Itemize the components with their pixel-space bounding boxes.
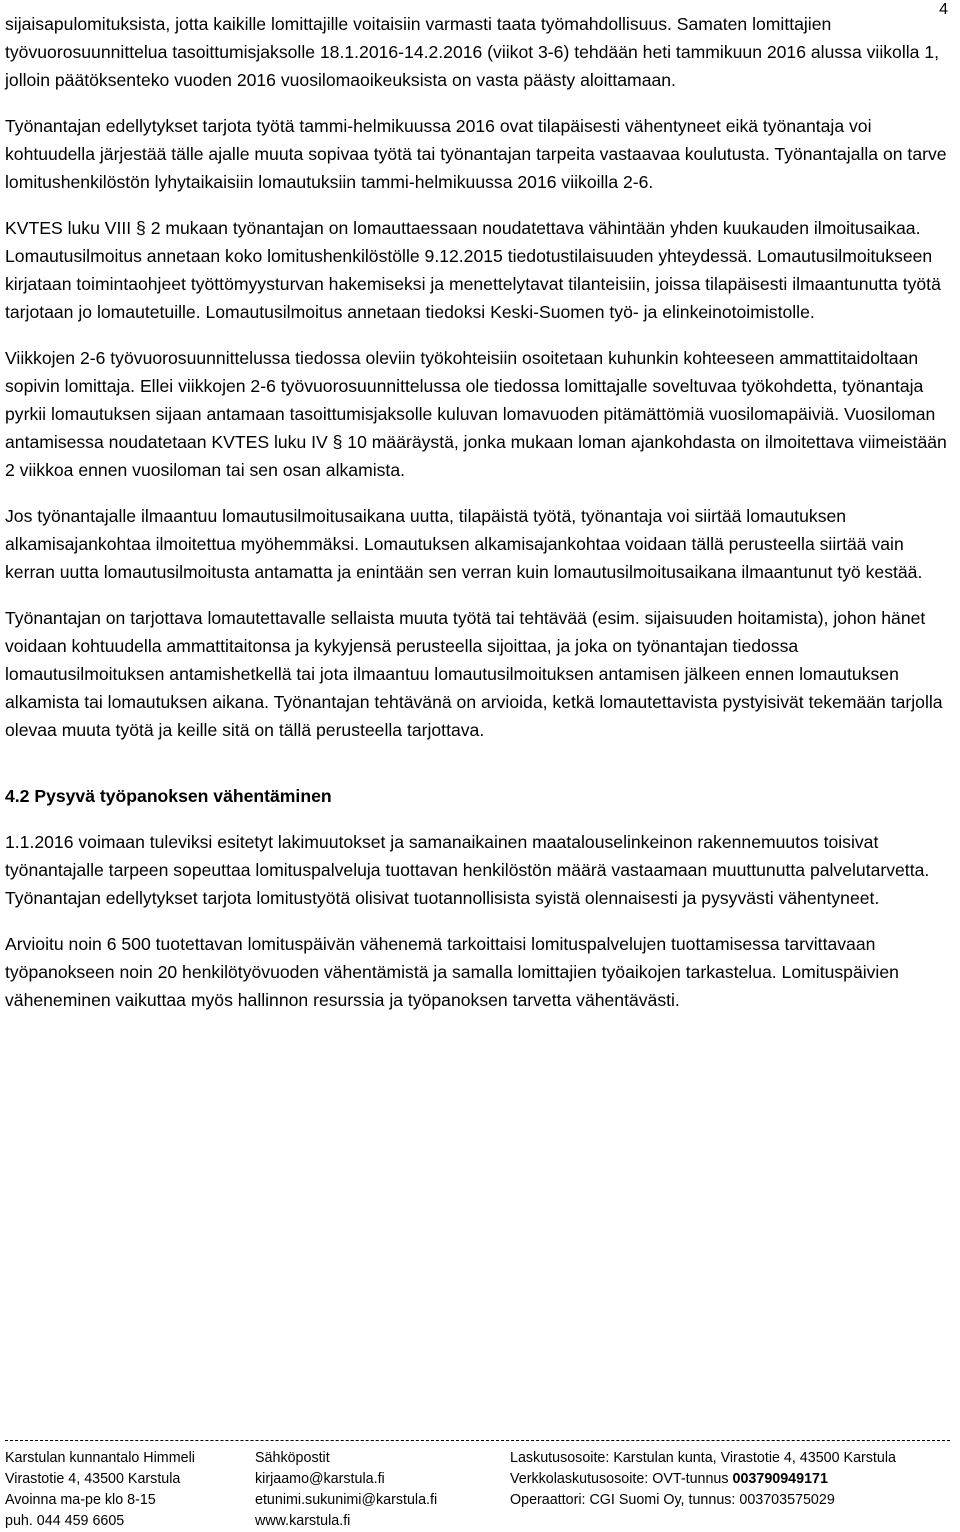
footer-billing-column xyxy=(510,1448,896,1511)
section-heading: 4.2 Pysyvä työpanoksen vähentäminen xyxy=(5,786,332,806)
page-number: 4 xyxy=(939,1,948,18)
footer-email-link[interactable]: etunimi.sukunimi@karstula.fi xyxy=(255,1492,438,1508)
paragraph: Työnantajan edellytykset tarjota työtä tammi-helmikuussa 2016 ovat tilapäisesti vähentyneet eikä työnantaja voi kohtuudella järjestää tälle ajalle muuta sopivaa työtä tai työnantajan tarpeita vastaavaa koulutusta. Työnantajalla on tarve lomitushenkilöstön lyhytaikaisiin lomautuksiin tammi-helmikuussa 2016 viikoilla 2-6. xyxy=(5,116,947,192)
paragraph: sijaisapulomituksista, jotta kaikille lomittajille voitaisiin varmasti taata työmahdollisuus. Samaten lomittajien työvuorosuunnittelua tasoittumisjaksolle 18.1.2016-14.2.2016 (viikot 3-6) tehdään heti tammikuun 2016 alussa viikolla 1, jolloin päätöksenteko vuoden 2016 vuosilomaoikeuksista on vasta päästy aloittamaan. xyxy=(5,14,939,90)
paragraph: Arvioitu noin 6 500 tuotettavan lomituspäivän vähenemä tarkoittaisi lomituspalvelujen tuottamisessa tarvittavaan työpanokseen noin 20 henkilötyövuoden vähentämistä ja samalla lomittajien työaikojen tarkastelua. Lomituspäivien väheneminen vaikuttaa myös hallinnon resurssia ja työpanoksen tarvetta vähentävästi. xyxy=(5,934,899,1010)
footer-divider xyxy=(5,1440,950,1441)
paragraph: 1.1.2016 voimaan tuleviksi esitetyt lakimuutokset ja samanaikainen maatalouselinkeinon rakennemuutos toisivat työnantajalle tarpeen sopeuttaa lomituspalveluja tuottavan henkilöstön määrä vastaamaan muuttunutta palvelutarvetta. Työnantajan edellytykset tarjota lomitustyötä olisivat tuotannollisista syistä olennaisesti ja pysyvästi vähentyneet. xyxy=(5,832,930,908)
footer-text xyxy=(510,1469,896,1490)
footer-text: Karstulan kunnantalo Himmeli xyxy=(5,1450,195,1466)
footer-text: Avoinna ma-pe klo 8-15 xyxy=(5,1492,156,1508)
footer-phone: puh. 044 459 6605 xyxy=(5,1513,125,1529)
footer-text: Virastotie 4, 43500 Karstula xyxy=(5,1471,181,1487)
footer-email-column xyxy=(255,1448,437,1532)
footer-text: Laskutusosoite: Karstulan kunta, Virastotie 4, 43500 Karstula xyxy=(510,1450,896,1466)
footer-label: Verkkolaskutusosoite: OVT-tunnus xyxy=(510,1471,733,1487)
paragraph: Työnantajan on tarjottava lomautettavalle sellaista muuta työtä tai tehtävää (esim. sijaisuuden hoitamista), johon hänet voidaan kohtuudella ammattitaitonsa ja kykyjensä perusteella sijoittaa, ja joka on työnantajan tiedossa lomautusilmoituksen antamishetkellä tai jota ilmaantuu lomautusilmoituksen antamisen jälkeen ennen lomautuksen alkamista tai lomautuksen aikana. Työnantajan tehtävänä on arvioida, ketkä lomautettavista pystyisivät tekemään tarjolla olevaa muuta työtä ja keille sitä on tällä perusteella tarjottava. xyxy=(5,608,943,740)
footer-ovt-number: 003790949171 xyxy=(732,1471,828,1487)
footer-email-link[interactable]: kirjaamo@karstula.fi xyxy=(255,1471,385,1487)
paragraph: KVTES luku VIII § 2 mukaan työnantajan on lomauttaessaan noudatettava vähintään yhden kuukauden ilmoitusaikaa. Lomautusilmoitus annetaan koko lomitushenkilöstölle 9.12.2015 tiedotustilaisuuden yhteydessä. Lomautusilmoitukseen kirjataan toimintaohjeet työttömyysturvan hakemiseksi ja menettelytavat tilanteisiin, joissa tilapäisesti ilmaantunutta työtä tarjotaan jo lomautetuille. Lomautusilmoitus annetaan tiedoksi Keski-Suomen työ- ja elinkeinotoimistolle. xyxy=(5,218,941,322)
footer-website-link[interactable]: www.karstula.fi xyxy=(255,1513,351,1529)
paragraph: Viikkojen 2-6 työvuorosuunnittelussa tiedossa oleviin työkohteisiin osoitetaan kuhunkin kohteeseen ammattitaidoltaan sopivin lomittaja. Ellei viikkojen 2-6 työvuorosuunnittelussa ole tiedossa lomittajalle soveltuvaa työkohdetta, työnantaja pyrkii lomautuksen sijaan antamaan tasoittumisjaksolle kuluvan lomavuoden pitämättömiä vuosilomapäiviä. Vuosiloman antamisessa noudatetaan KVTES luku IV § 10 määräystä, jonka mukaan loman ajankohdasta on ilmoitettava viimeistään 2 viikkoa ennen vuosiloman tai sen osan alkamista. xyxy=(5,348,947,480)
document-body xyxy=(5,10,950,1032)
footer-text: Sähköpostit xyxy=(255,1450,330,1466)
footer-text: Operaattori: CGI Suomi Oy, tunnus: 003703575029 xyxy=(510,1492,835,1508)
footer-address-column xyxy=(5,1448,195,1532)
paragraph: Jos työnantajalle ilmaantuu lomautusilmoitusaikana uutta, tilapäistä työtä, työnantaja voi siirtää lomautuksen alkamisajankohtaa ilmoitettua myöhemmäksi. Lomautuksen alkamisajankohtaa voidaan tällä perusteella siirtää vain kerran uutta lomautusilmoitusta antamatta ja enintään sen verran kuin lomautusilmoitusaikana ilmaantunut työ kestää. xyxy=(5,506,923,582)
